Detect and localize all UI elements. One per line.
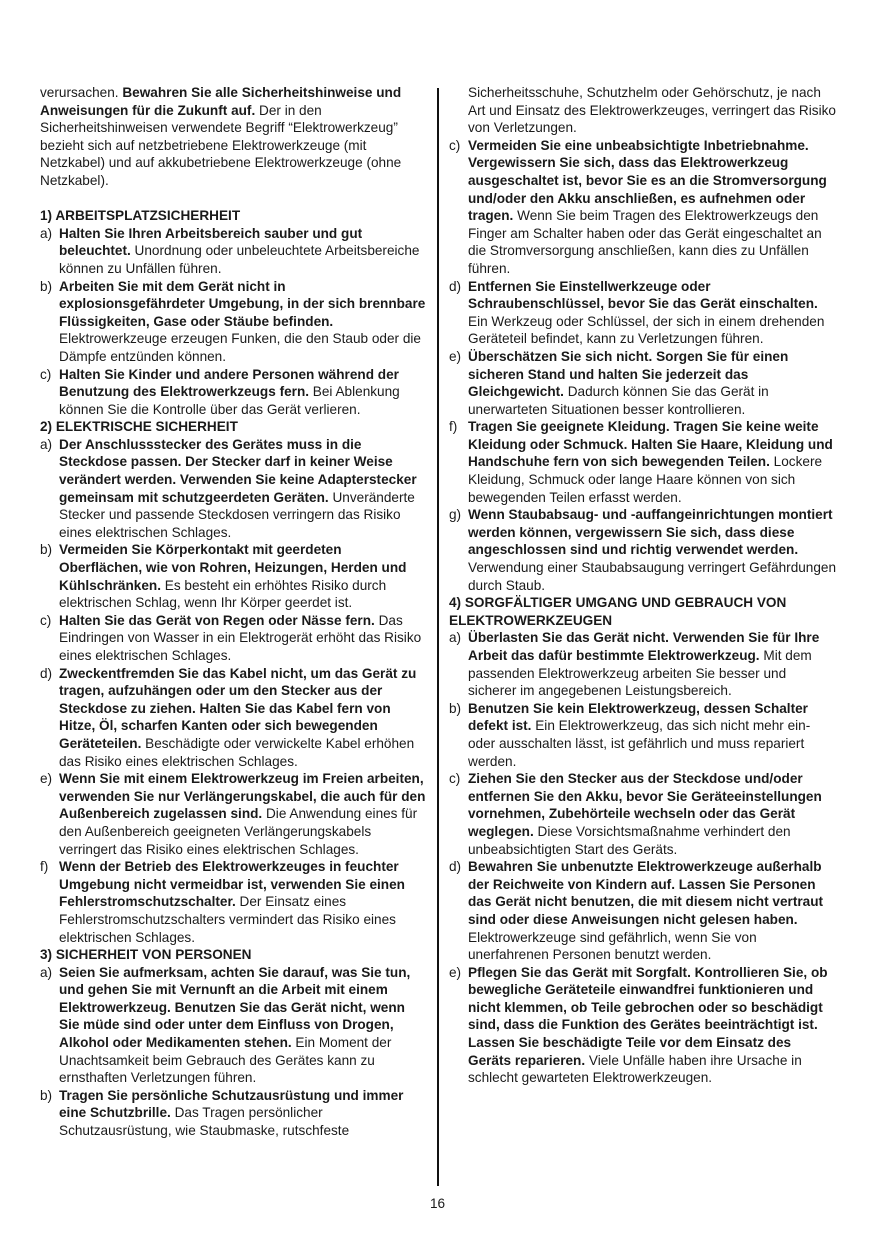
- list-item: e) Wenn Sie mit einem Elektrowerkzeug im Freien arbeiten, verwenden Sie nur Verlängerungskabel, die auch für den Außenbereich zugelassen sind. Die Anwendung eines für den Außenbereich geeigneten Verlängerungskabels verringert das Risiko eines elektrischen Schlages.: [40, 771, 426, 857]
- section-heading: 1) ARBEITSPLATZSICHERHEIT: [40, 208, 241, 224]
- list-item: g) Wenn Staubabsaug- und -auffangeinrichtungen montiert werden können, vergewissern Sie sich, dass diese angeschlossen sind und richtig verwendet werden. Verwendung einer Staubabsaugung verringert Gefährdungen durch Staub.: [449, 507, 837, 593]
- list-item: c) Halten Sie Kinder und andere Personen während der Benutzung des Elektrowerkzeugs fern. Bei Ablenkung können Sie die Kontrolle über das Gerät verlieren.: [40, 366, 400, 417]
- list-item: f) Tragen Sie geeignete Kleidung. Tragen Sie keine weite Kleidung oder Schmuck. Halten Sie Haare, Kleidung und Handschuhe fern von sich bewegenden Teilen. Lockere Kleidung, Schmuck oder lange Haare können von sich bewegenden Teilen erfasst werden.: [449, 419, 833, 505]
- list-item: d) Bewahren Sie unbenutzte Elektrowerkzeuge außerhalb der Reichweite von Kindern auf. Lassen Sie Personen das Gerät nicht benutzen, die mit diesem nicht vertraut sind oder diese Anweisungen nicht gelesen haben. Elektrowerkzeuge sind gefährlich, wenn Sie von unerfahrenen Personen benutzt werden.: [449, 859, 824, 963]
- list-item: a) Der Anschlussstecker des Gerätes muss in die Steckdose passen. Der Stecker darf in keiner Weise verändert werden. Verwenden Sie keine Adapterstecker gemeinsam mit schutzgeerdeten Geräten. Unveränderte Stecker und passende Steckdosen verringern das Risiko eines elektrischen Schlages.: [40, 436, 417, 540]
- list-item: a) Überlasten Sie das Gerät nicht. Verwenden Sie für Ihre Arbeit das dafür bestimmte Elektrowerkzeug. Mit dem passenden Elektrowerkzeug arbeiten Sie besser und sicherer im angegebenen Leistungsbereich.: [449, 630, 820, 699]
- list-item: b) Tragen Sie persönliche Schutzausrüstung und immer eine Schutzbrille. Das Tragen persönlicher Schutzausrüstung, wie Staubmaske, rutschfeste: [40, 1087, 404, 1139]
- right-column: [449, 84, 837, 1087]
- list-item: f) Wenn der Betrieb des Elektrowerkzeuges in feuchter Umgebung nicht vermeidbar ist, verwenden Sie einen Fehlerstromschutzschalter. Der Einsatz eines Fehlerstromschutzschalters vermindert das Risiko eines elektrischen Schlages.: [40, 859, 405, 945]
- list-item: e) Überschätzen Sie sich nicht. Sorgen Sie für einen sicheren Stand und halten Sie jederzeit das Gleichgewicht. Dadurch können Sie das Gerät in unerwarteten Situationen besser kontrollieren.: [449, 348, 789, 417]
- left-column: [40, 84, 426, 1140]
- continued-paragraph: Sicherheitsschuhe, Schutzhelm oder Gehörschutz, je nach Art und Einsatz des Elektrowerkzeuges, verringert das Risiko von Verletzungen.: [468, 85, 836, 136]
- list-item: b) Vermeiden Sie Körperkontakt mit geerdeten Oberflächen, wie von Rohren, Heizungen, Herden und Kühlschränken. Es besteht ein erhöhtes Risiko durch elektrischen Schlag, wenn Ihr Körper geerdet ist.: [40, 542, 407, 611]
- list-item: d) Entfernen Sie Einstellwerkzeuge oder Schraubenschlüssel, bevor Sie das Gerät einschalten. Ein Werkzeug oder Schlüssel, der sich in einem drehenden Geräteteil befindet, kann zu Verletzungen führen.: [449, 278, 825, 347]
- list-item: e) Pflegen Sie das Gerät mit Sorgfalt. Kontrollieren Sie, ob bewegliche Geräteteile einwandfrei funktionieren und nicht klemmen, ob Teile gebrochen oder so beschädigt sind, dass die Funktion des Gerätes beeinträchtigt ist. Lassen Sie beschädigte Teile vor dem Einsatz des Geräts reparieren. Viele Unfälle haben ihre Ursache in schlecht gewarteten Elektrowerkzeugen.: [449, 964, 828, 1086]
- section-heading: 3) SICHERHEIT VON PERSONEN: [40, 947, 252, 963]
- page-number: 16: [429, 1196, 446, 1211]
- list-item: b) Arbeiten Sie mit dem Gerät nicht in explosionsgefährdeter Umgebung, in der sich brennbare Flüssigkeiten, Gase oder Stäube befinden. Elektrowerkzeuge erzeugen Funken, die den Staub oder die Dämpfe entzünden können.: [40, 278, 426, 364]
- list-item: a) Seien Sie aufmerksam, achten Sie darauf, was Sie tun, und gehen Sie mit Vernunft an die Arbeit mit einem Elektrowerkzeug. Benutzen Sie das Gerät nicht, wenn Sie müde sind oder unter dem Einfluss von Drogen, Alkohol oder Medikamenten stehen. Ein Moment der Unachtsamkeit beim Gebrauch des Gerätes kann zu ernsthaften Verletzungen führen.: [40, 964, 411, 1086]
- list-item: b) Benutzen Sie kein Elektrowerkzeug, dessen Schalter defekt ist. Ein Elektrowerkzeug, das sich nicht mehr ein- oder ausschalten lässt, ist gefährlich und muss repariert werden.: [449, 700, 811, 769]
- list-item: a) Halten Sie Ihren Arbeitsbereich sauber und gut beleuchtet. Unordnung oder unbeleuchtete Arbeitsbereiche können zu Unfällen führen.: [40, 225, 420, 276]
- column-divider: [437, 88, 439, 1186]
- section-heading: 2) ELEKTRISCHE SICHERHEIT: [40, 419, 238, 435]
- intro-paragraph: verursachen. Bewahren Sie alle Sicherheitshinweise und Anweisungen für die Zukunft auf. Der in den Sicherheitshinweisen verwendete Begriff “Elektrowerkzeug” bezieht sich auf netzbetriebene Elektrowerkzeuge (mit Netzkabel) und auf akkubetriebene Elektrowerkzeuge (ohne Netzkabel).: [40, 85, 402, 188]
- list-item: c) Halten Sie das Gerät von Regen oder Nässe fern. Das Eindringen von Wasser in ein Elektrogerät erhöht das Risiko eines elektrischen Schlages.: [40, 612, 422, 663]
- section-heading: 4) SORGFÄLTIGER UMGANG UND GEBRAUCH VON ELEKTROWERKZEUGEN: [449, 595, 787, 628]
- list-item: d) Zweckentfremden Sie das Kabel nicht, um das Gerät zu tragen, aufzuhängen oder um den Stecker aus der Steckdose zu ziehen. Halten Sie das Kabel fern von Hitze, Öl, scharfen Kanten oder sich bewegenden Geräteteilen. Beschädigte oder verwickelte Kabel erhöhen das Risiko eines elektrischen Schlages.: [40, 665, 417, 769]
- list-item: c) Vermeiden Sie eine unbeabsichtigte Inbetriebnahme. Vergewissern Sie sich, dass das Elektrowerkzeug ausgeschaltet ist, bevor Sie es an die Stromversorgung und/oder den Akku anschließen, es aufnehmen oder tragen. Wenn Sie beim Tragen des Elektrowerkzeugs den Finger am Schalter haben oder das Gerät eingeschaltet an die Stromversorgung anschließen, kann dies zu Unfällen führen.: [449, 137, 827, 276]
- list-item: c) Ziehen Sie den Stecker aus der Steckdose und/oder entfernen Sie den Akku, bevor Sie Geräteeinstellungen vornehmen, Zubehörteile wechseln oder das Gerät weglegen. Diese Vorsichtsmaßnahme verhindert den unbeabsichtigten Start des Geräts.: [449, 771, 822, 857]
